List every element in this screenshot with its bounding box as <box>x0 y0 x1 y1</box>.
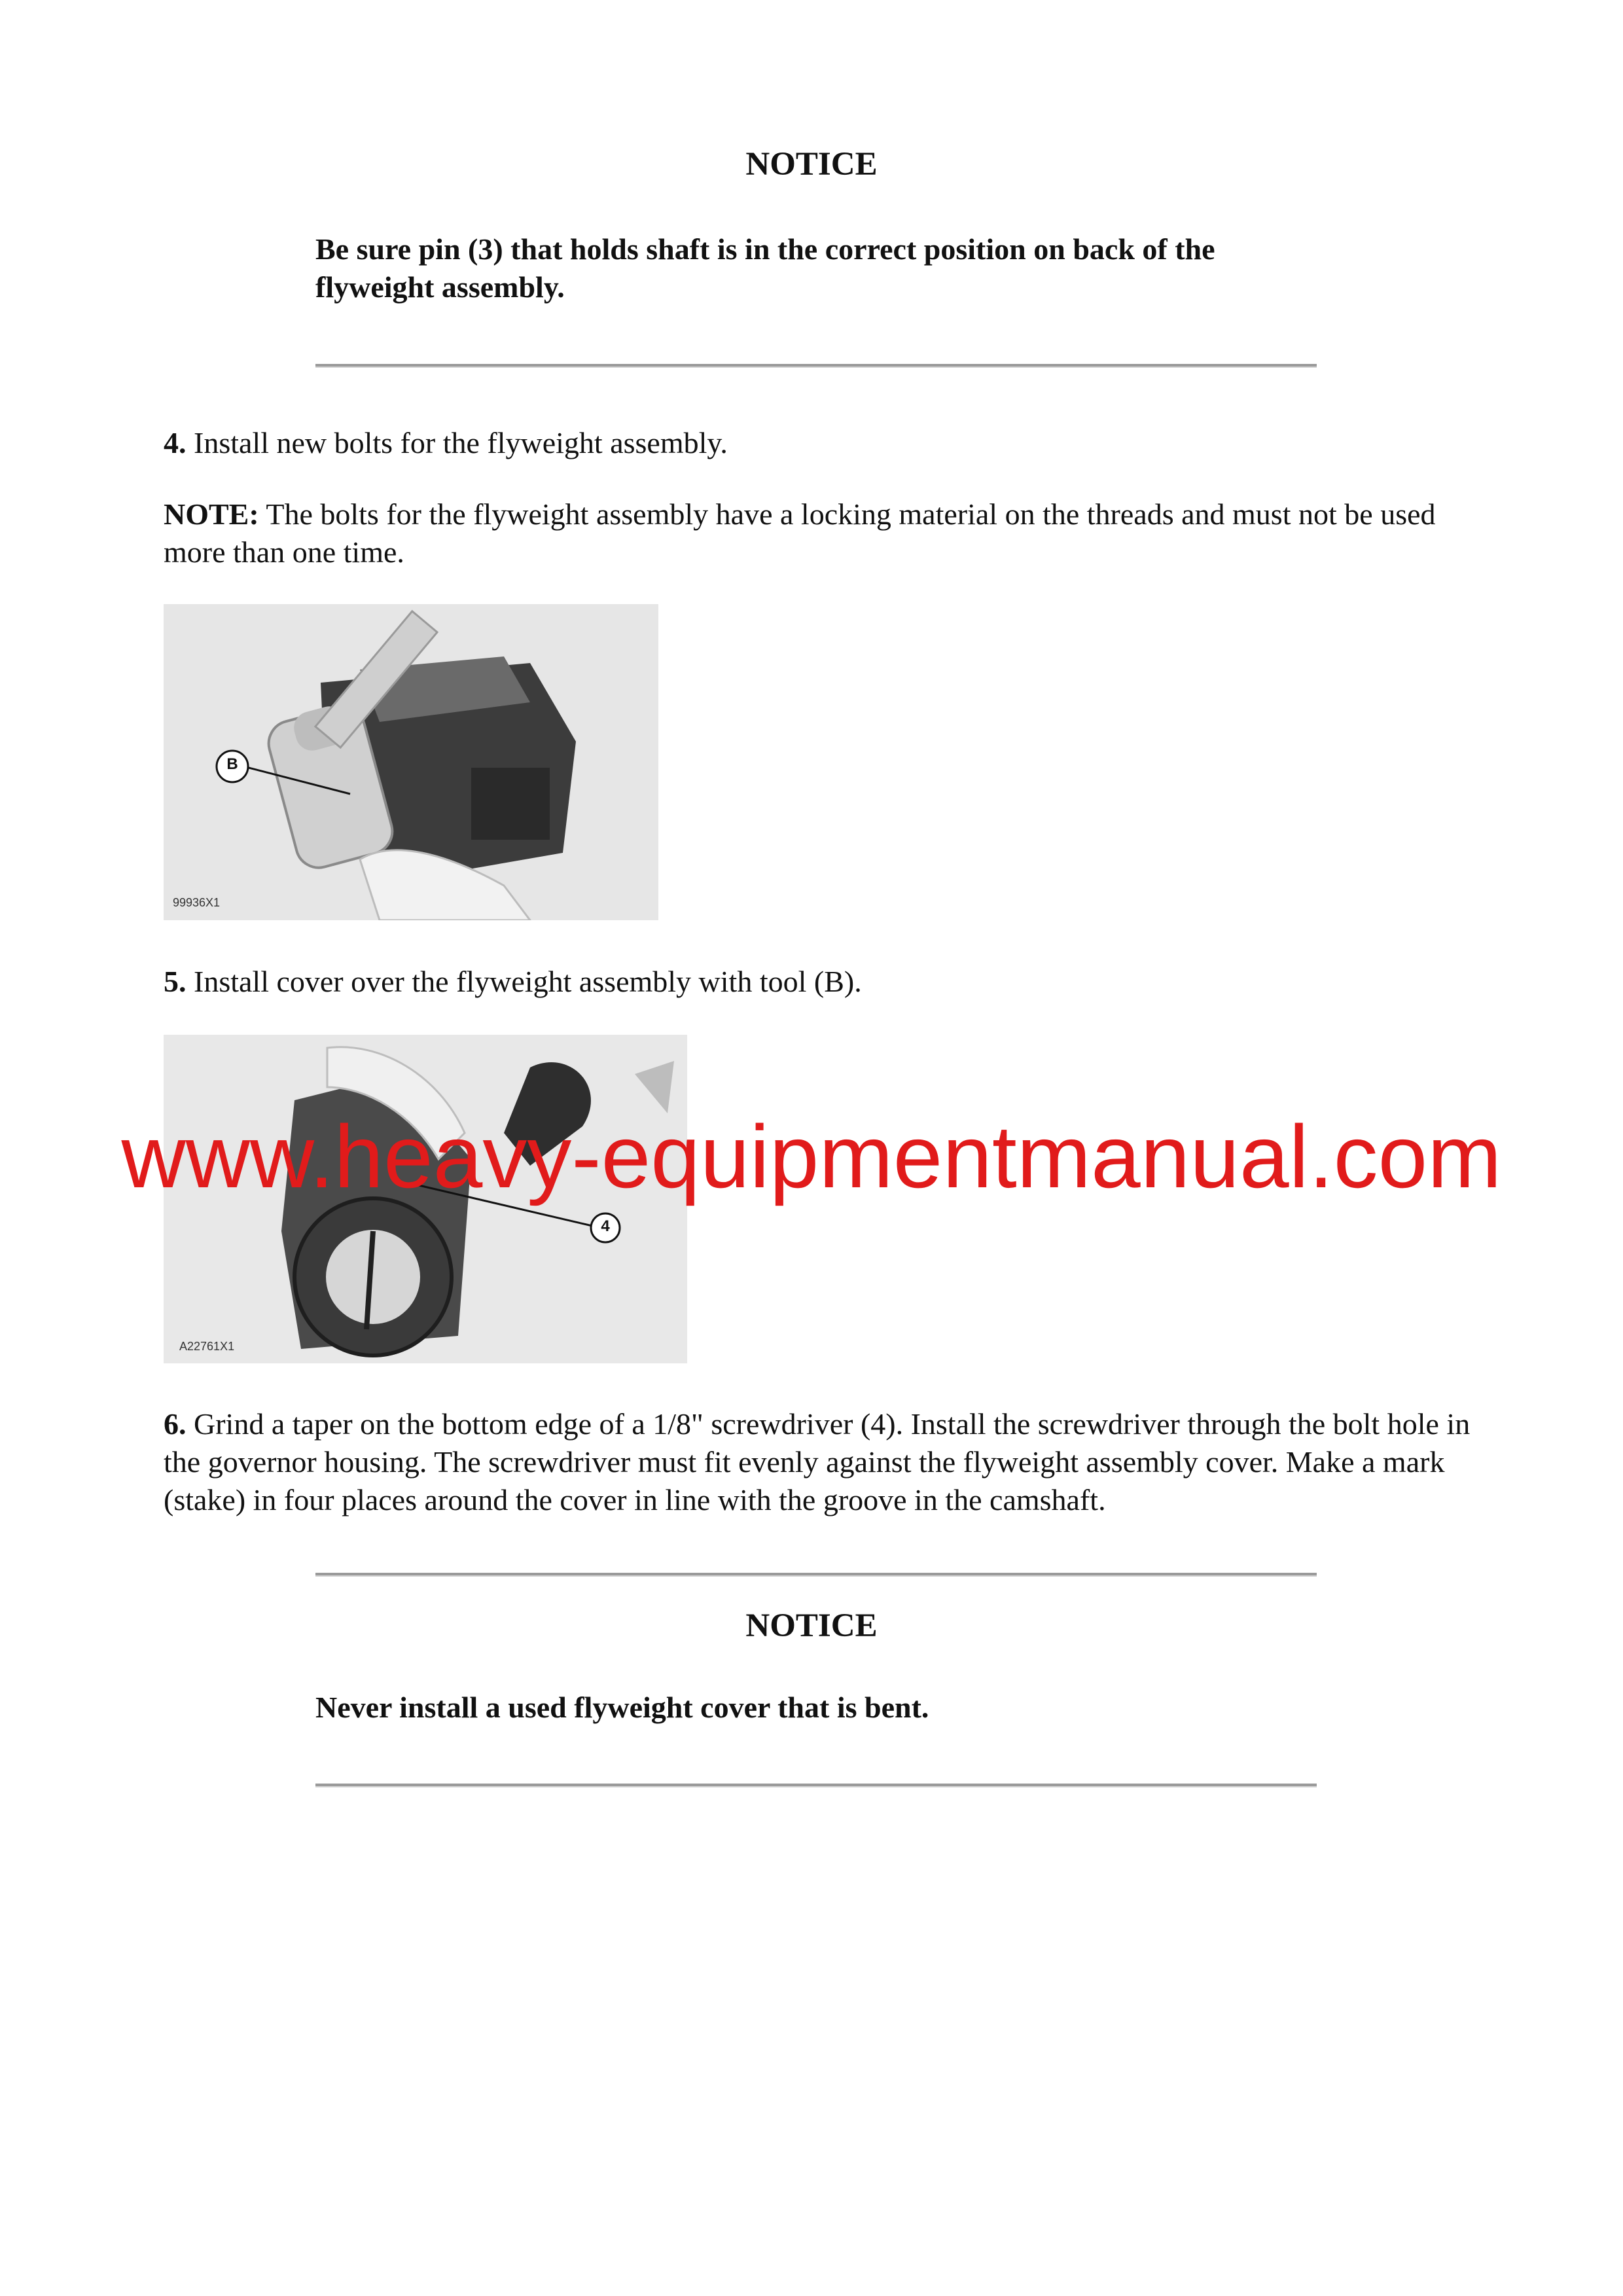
step-number: 4. <box>164 426 187 459</box>
figure-flyweight-bolts <box>164 604 658 920</box>
callout-label-b: B <box>226 755 238 773</box>
divider <box>315 1573 1317 1577</box>
divider <box>315 1784 1317 1787</box>
notice-title-top: NOTICE <box>745 146 878 183</box>
step-5 <box>164 963 1472 1001</box>
note-text: The bolts for the flyweight assembly have a locking material on the threads and must not be used more than one time. <box>164 497 1436 569</box>
step-number: 6. <box>164 1407 187 1441</box>
step-6 <box>164 1405 1472 1519</box>
divider <box>315 364 1317 368</box>
step-number: 5. <box>164 965 187 998</box>
note <box>164 495 1472 571</box>
step-text: Install new bolts for the flyweight assembly. <box>186 426 728 459</box>
notice-title-bottom: NOTICE <box>745 1607 878 1644</box>
note-label: NOTE: <box>164 497 259 531</box>
watermark-url: www.heavy-equipmentmanual.com <box>121 1107 1502 1206</box>
notice-text-bottom: Never install a used flyweight cover that is bent. <box>315 1691 929 1724</box>
step-text: Grind a taper on the bottom edge of a 1/8" screwdriver (4). Install the screwdriver through the bolt hole in the governor housing. The screwdriver must fit evenly against the flyweight assembly cover. Make a mark (stake) in four places around the cover in line with the groove in the camshaft. <box>164 1407 1471 1516</box>
callout-label-4: 4 <box>601 1217 610 1235</box>
notice-text-top: Be sure pin (3) that holds shaft is in the correct position on back of the flyweight assembly. <box>315 232 1215 304</box>
step-text: Install cover over the flyweight assembly with tool (B). <box>186 965 862 998</box>
figure-code: A22761X1 <box>179 1340 235 1353</box>
figure-code: 99936X1 <box>173 896 221 909</box>
step-4 <box>164 424 1472 462</box>
